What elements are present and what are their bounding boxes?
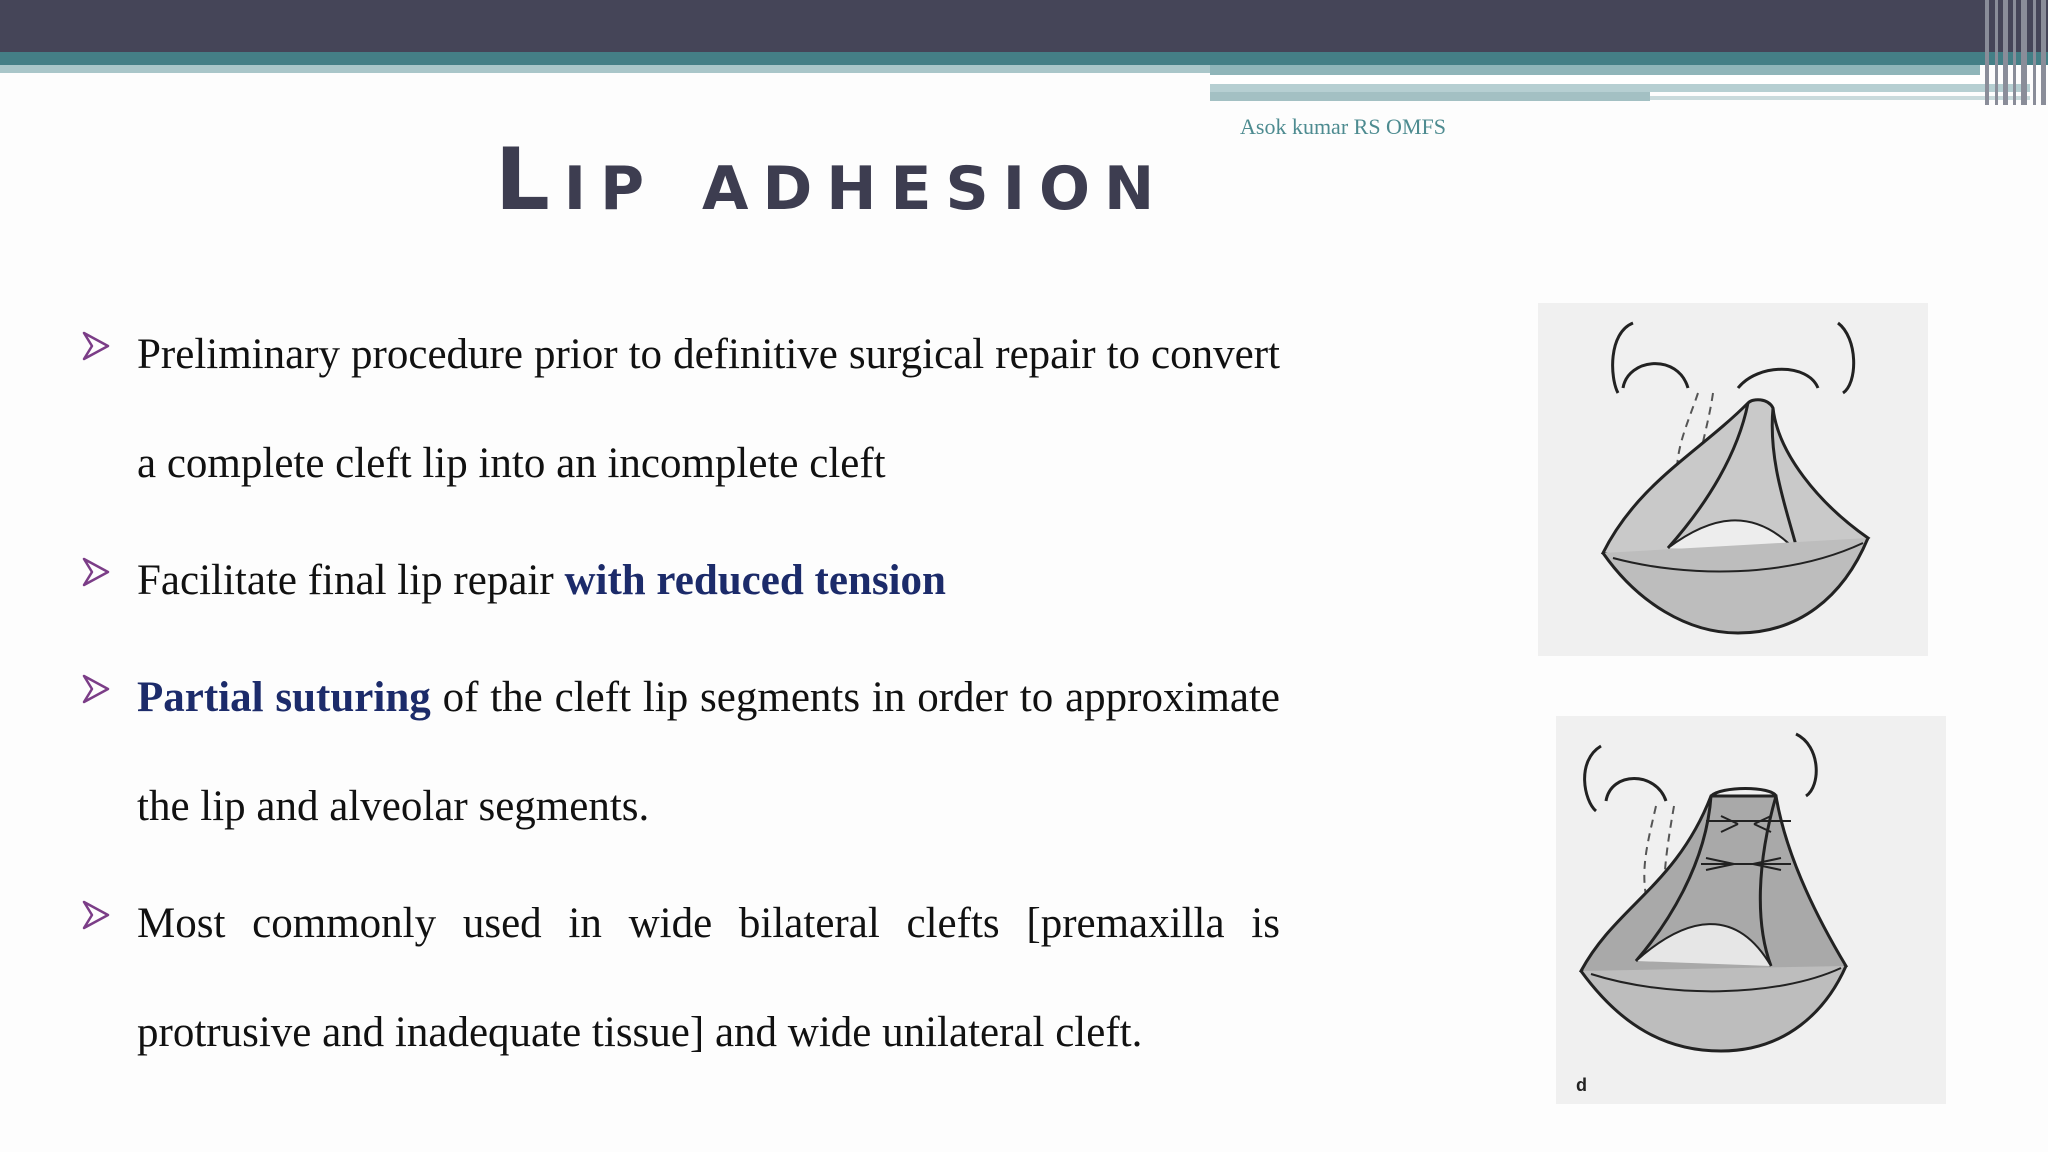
bullet-arrow-icon [80, 300, 114, 409]
bullet-text: Facilitate final lip repair [137, 557, 565, 604]
figure-label: d [1576, 1075, 1587, 1095]
header-band-accent [1210, 92, 1650, 101]
bullet-text: of the cleft lip segments in order to approximate the lip and alveolar segments. [137, 674, 1280, 830]
bullet-arrow-icon [80, 526, 114, 635]
header-stripes [1985, 0, 2048, 105]
header-band-accent [1210, 65, 1980, 75]
bullet-emphasis: with reduced tension [564, 557, 946, 604]
bullet-arrow-icon [80, 643, 114, 752]
bullet-arrow-icon [80, 869, 114, 978]
header-band-light [0, 65, 1210, 73]
bullet-item [80, 869, 1280, 1087]
bullet-text: Most commonly used in wide bilateral clefts [premaxilla is protrusive and inadequate tissue] and wide unilateral cleft. [137, 900, 1280, 1056]
bullet-emphasis: Partial suturing [137, 674, 431, 721]
header-band-accent [1650, 96, 2030, 100]
bullet-item [80, 526, 1280, 635]
author-label: Asok kumar RS OMFS [1240, 114, 1446, 139]
bullet-text: Preliminary procedure prior to definitive surgical repair to convert a complete cleft lip into an incomplete cleft [137, 331, 1280, 487]
lip-adhesion-figure-2 [1556, 716, 1946, 1104]
slide-title: Lip adhesion [495, 130, 1169, 230]
lip-adhesion-figure-1 [1538, 303, 1928, 656]
header-band-dark [0, 0, 2048, 52]
bullet-list [80, 300, 1280, 1087]
bullet-item [80, 300, 1280, 518]
header-band-teal [0, 52, 2048, 65]
header-band-accent [1210, 84, 2030, 92]
header-band-accent [1210, 75, 1980, 84]
bullet-item [80, 643, 1280, 861]
